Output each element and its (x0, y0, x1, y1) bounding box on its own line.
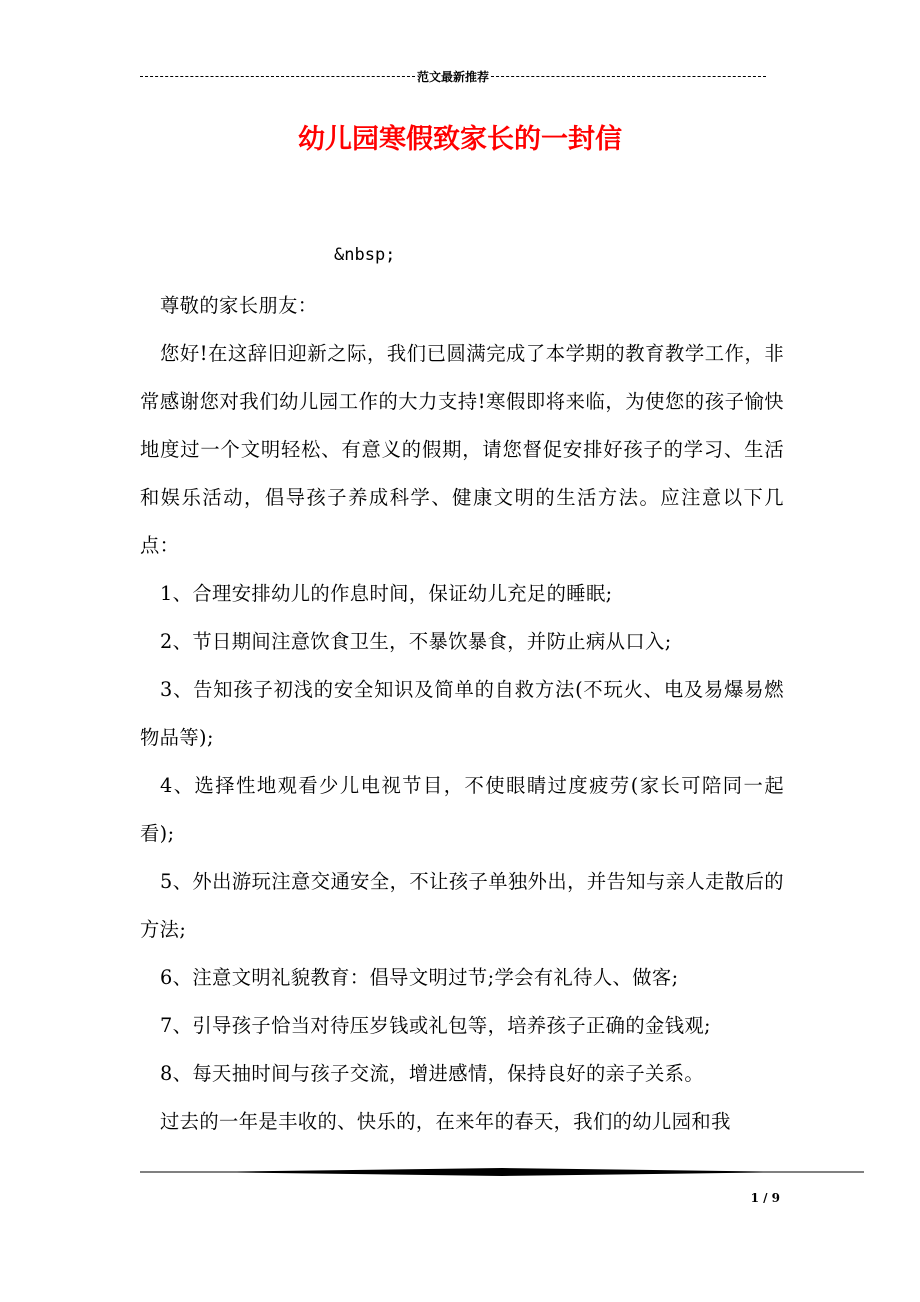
document-title: 幼儿园寒假致家长的一封信 (298, 124, 622, 155)
list-item: 4、选择性地观看少儿电视节目，不使眼睛过度疲劳(家长可陪同一起看); (140, 774, 784, 845)
footer-rule (140, 1166, 864, 1178)
page-header (140, 66, 766, 86)
intro-paragraph: 您好!在这辞旧迎新之际，我们已圆满完成了本学期的教育教学工作，非常感谢您对我们幼儿园工作的大力支持!寒假即将来临，为使您的孩子愉快地度过一个文明轻松、有意义的假期，请您督促安排好孩子的学习、生活和娱乐活动，倡导孩子养成科学、健康文明的生活方法。应注意以下几点： (140, 342, 784, 557)
document-body (140, 282, 784, 1146)
list-item: 1、合理安排幼儿的作息时间，保证幼儿充足的睡眠; (160, 582, 613, 605)
closing-paragraph: 过去的一年是丰收的、快乐的，在来年的春天，我们的幼儿园和我 (160, 1110, 731, 1133)
list-item: 6、注意文明礼貌教育：倡导文明过节;学会有礼待人、做客; (160, 966, 679, 989)
page-number: 1 / 9 (750, 1191, 780, 1205)
list-item: 8、每天抽时间与孩子交流，增进感情，保持良好的亲子关系。 (160, 1062, 705, 1085)
list-item: 2、节日期间注意饮食卫生，不暴饮暴食，并防止病从口入; (160, 630, 672, 653)
list-item: 5、外出游玩注意交通安全，不让孩子单独外出，并告知与亲人走散后的方法; (140, 870, 784, 941)
greeting: 尊敬的家长朋友： (160, 294, 318, 317)
header-dash-right (491, 76, 766, 77)
nbsp-artifact: &nbsp; (334, 245, 396, 265)
header-label: 范文最新推荐 (417, 69, 490, 84)
list-item: 3、告知孩子初浅的安全知识及简单的自救方法(不玩火、电及易爆易燃物品等); (140, 678, 784, 749)
header-dash-left (140, 76, 415, 77)
list-item: 7、引导孩子恰当对待压岁钱或礼包等，培养孩子正确的金钱观; (160, 1014, 711, 1037)
